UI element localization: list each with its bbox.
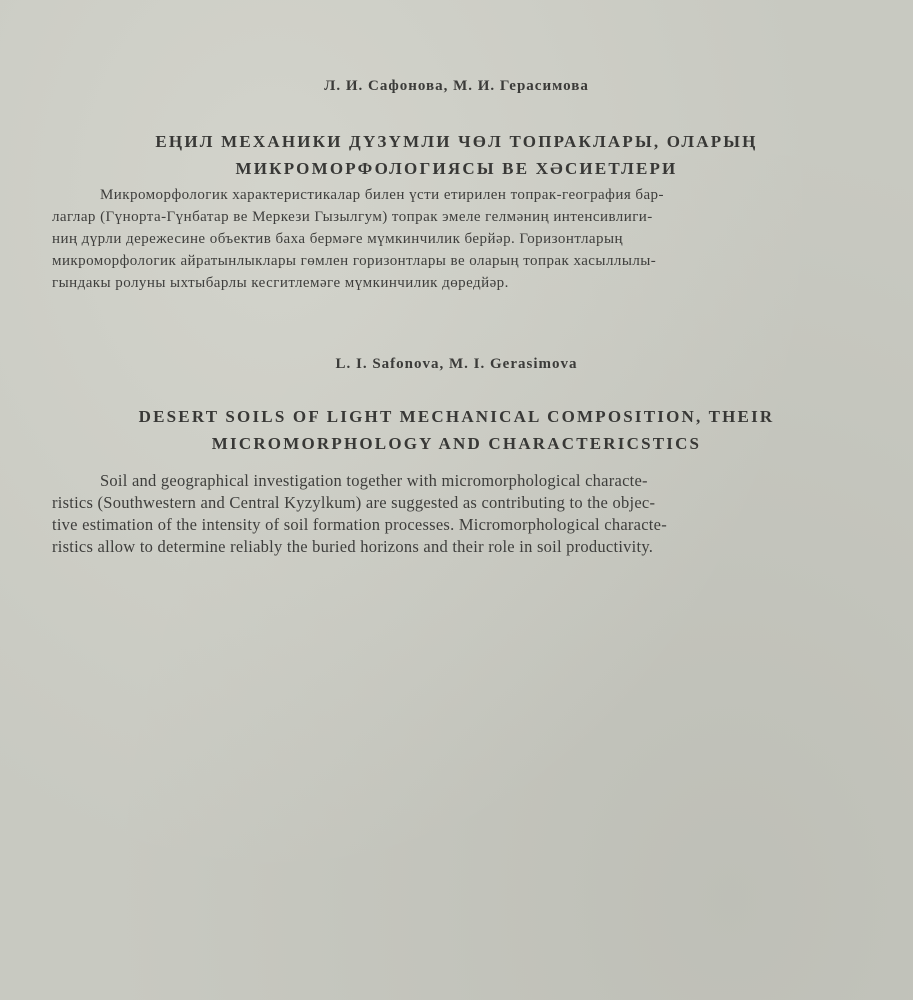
abstract-en-line: Soil and geographical investigation together with micromorphological characte- [100,471,648,490]
abstract-en-line: ristics allow to determine reliably the buried horizons and their role in soil productivity. [52,537,654,556]
abstract-ru-line: ниң дүрли дережесине объектив баха бермәге мүмкинчилик берйәр. Горизонтларың [52,231,623,247]
title-ru-line: МИКРОМОРФОЛОГИЯСЫ ВЕ ХӘСИЕТЛЕРИ [235,159,678,178]
title-en-line: MICROMORPHOLOGY AND CHARACTERICSTICS [211,434,702,453]
title-ru-line: ЕҢИЛ МЕХАНИКИ ДҮЗҮМЛИ ЧӨЛ ТОПРАКЛАРЫ, ОЛАРЫҢ [155,132,758,151]
abstract-en-line: ristics (Southwestern and Central Kyzylkum) are suggested as contributing to the objec- [52,493,656,512]
abstract-ru-line: микроморфологик айратынлыклары гөмлен горизонтлары ве оларың топрак хасыллылы- [52,253,657,269]
title-en [0,403,913,457]
authors-ru: Л. И. Сафонова, М. И. Герасимова [324,78,589,94]
abstract-ru-line: Микроморфологик характеристикалар билен үсти етирилен топрак-география бар- [100,187,664,203]
abstract-ru-line: лаглар (Гүнорта-Гүнбатар ве Меркези Гызылгум) топрак эмеле гелмәниң интенсивлиги- [52,209,653,225]
authors-en: L. I. Safonova, M. I. Gerasimova [335,356,578,372]
title-en-line: DESERT SOILS OF LIGHT MECHANICAL COMPOSITION, THEIR [138,407,775,426]
abstract-en [52,470,888,558]
title-ru [0,128,913,182]
abstract-ru [52,184,888,294]
abstract-en-line: tive estimation of the intensity of soil formation processes. Micromorphological characte- [52,515,667,534]
abstract-ru-line: гындакы ролуны ыхтыбарлы кесгитлемәге мүмкинчилик дөредйәр. [52,275,509,291]
